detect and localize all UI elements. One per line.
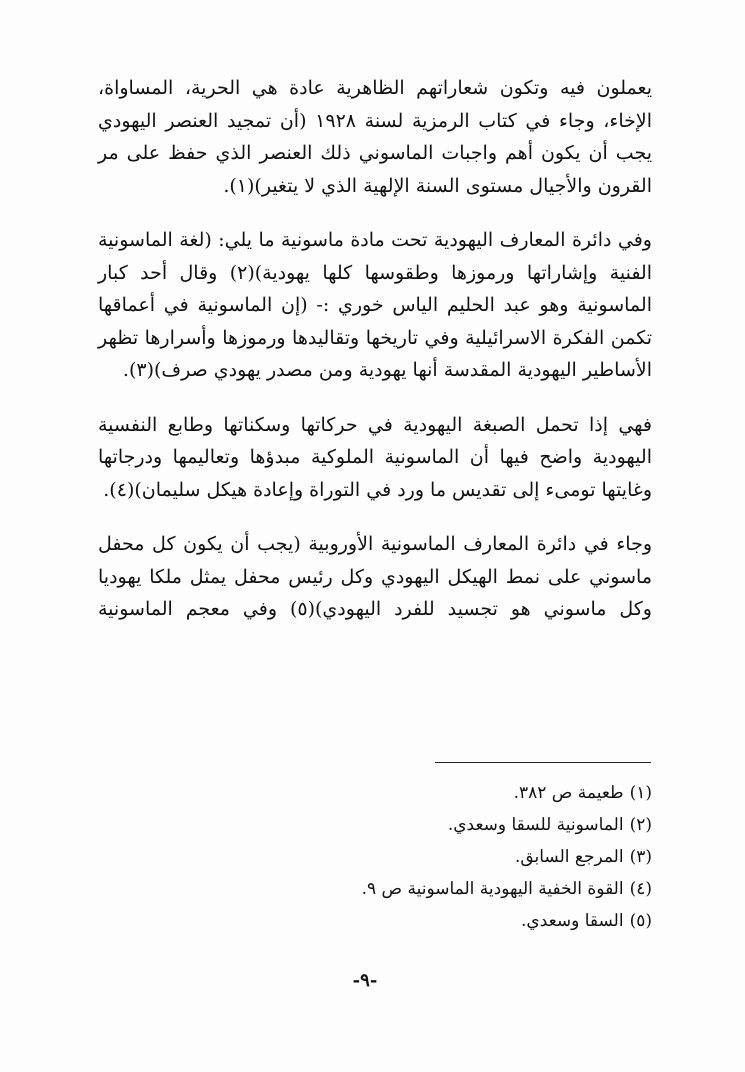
footnote-text: السقا وسعدي. xyxy=(521,911,624,931)
footnote-item xyxy=(300,777,652,809)
footnote-item xyxy=(300,905,652,937)
footnote-number: (٥) xyxy=(629,911,652,931)
footnote-separator xyxy=(435,762,651,763)
paragraph-2: وفي دائرة المعارف اليهودية تحت مادة ماسونية ما يلي: (لغة الماسونية الفنية وإشاراتها ورموزها وطقوسها كلها يهودية)(٢) وقال أحد كبار الماسونية وهو عبد الحليم الياس خوري :- (إن الماسونية في أعماقها تكمن الفكرة الاسرائيلية وفي تاريخها وتقاليدها ورموزها وأسرارها تظهر الأساطير اليهودية المقدسة أنها يهودية ومن مصدر يهودي صرف)(٣). xyxy=(98,229,652,381)
footnote-text: المرجع السابق. xyxy=(514,847,624,867)
footnote-text: الماسونية للسقا وسعدي. xyxy=(447,815,624,835)
footnote-number: (١) xyxy=(629,783,652,803)
footnote-text: القوة الخفية اليهودية الماسونية ص ٩. xyxy=(361,879,624,899)
footnote-item xyxy=(300,809,652,841)
paragraph-3: فهي إذا تحمل الصبغة اليهودية في حركاتها وسكناتها وطابع النفسية اليهودية واضح فيها أن الماسونية الملوكية مبدؤها وتعاليمها ودرجاتها وغايتها تومىء إلى تقديس ما ورد في التوراة وإعادة هيكل سليمان)(٤). xyxy=(98,413,652,501)
footnote-item xyxy=(300,841,652,873)
paragraph-1: يعملون فيه وتكون شعاراتهم الظاهرية عادة هي الحرية، المساواة، الإخاء، وجاء في كتاب الرمزية لسنة ١٩٢٨ (أن تمجيد العنصر اليهودي يجب أن يكون أهم واجبات الماسوني ذلك العنصر الذي حفظ على مر القرون والأجيال مستوى السنة الإلهية الذي لا يتغير)(١). xyxy=(98,77,652,197)
page-number: -٩- xyxy=(352,970,378,991)
footnote-text: طعيمة ص ٣٨٢. xyxy=(513,783,624,803)
body-text xyxy=(98,72,652,626)
paragraph-4: وجاء في دائرة المعارف الماسونية الأوروبية (يجب أن يكون كل محفل ماسوني على نمط الهيكل اليهودي وكل رئيس محفل يمثل ملكا يهوديا وكل ماسوني هو تجسيد للفرد اليهودي)(٥) وفي معجم الماسونية xyxy=(98,533,652,620)
footnote-number: (٤) xyxy=(629,879,652,899)
footnote-number: (٣) xyxy=(629,847,652,867)
footnotes-list xyxy=(300,777,652,937)
footnote-number: (٢) xyxy=(629,815,652,835)
footnote-item xyxy=(300,873,652,905)
